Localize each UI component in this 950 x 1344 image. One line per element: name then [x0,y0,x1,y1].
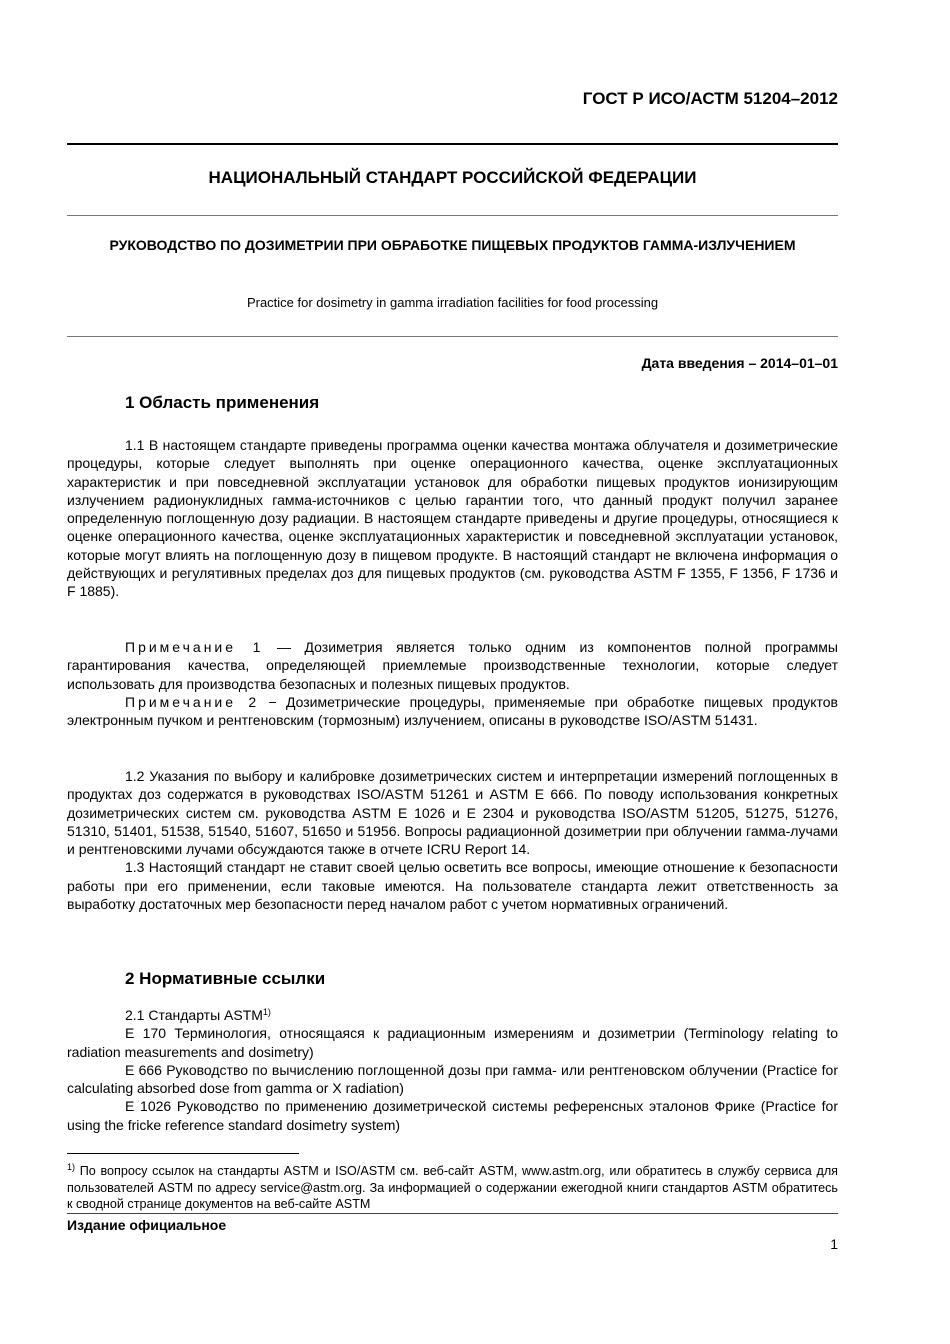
paragraph-text: 2.1 Стандарты ASTM [125,1007,263,1023]
note-label: Примечание 2 [125,693,260,710]
document-title-ru: РУКОВОДСТВО ПО ДОЗИМЕТРИИ ПРИ ОБРАБОТКЕ ПИЩЕВЫХ ПРОДУКТОВ ГАММА-ИЗЛУЧЕНИЕМ [109,237,796,253]
paragraph-text: 1.1 В настоящем стандарте приведены программа оценки качества монтажа облучателя и дозиметрические процедуры, которые следует выполнять при оценке операционного качества, оценке эксплуатационных характеристик и при повседневной эксплуатации установок для обработки пищевых продуктов ионизирующим излучением радионуклидных гамма-источников с целью гарантии того, что данный продукт получил заранее определенную поглощенную дозу радиации. В настоящем стандарте приведены и другие процедуры, относящиеся к оценке операционного качества, оценке эксплуатационных характеристик и повседневной эксплуатации установок, которые могут влиять на поглощенную дозу в пищевом продукте. В настоящий стандарт не включена информация о действующих и регулятивных пределах доз для пищевых продуктов (см. руководства ASTM F 1355, F 1356, F 1736 и F 1885). [67,437,838,600]
reference-e1026: E 1026 Руководство по применению дозиметрической системы референсных эталонов Фрике (Practice for using the fricke reference standard dosimetry system) [67,1098,838,1133]
document-page [67,0,838,1344]
footnote-text [67,1163,838,1213]
standard-code: ГОСТ Р ИСО/АСТМ 51204–2012 [582,89,838,108]
note-text: — Дозиметрия является только одним из компонентов полной программы гарантирования качества, определяющей приемлемые производственные технологии, которые следует использовать для производства безопасных и полезных пищевых продуктов. [67,639,838,692]
section-heading-scope: 1 Область применения [125,393,320,412]
national-standard-heading: НАЦИОНАЛЬНЫЙ СТАНДАРТ РОССИЙСКОЙ ФЕДЕРАЦИИ [208,168,697,187]
footnote-marker: 1) [67,1162,76,1172]
divider-rule [67,336,838,337]
footnote-ref: 1) [262,1007,271,1017]
footnote-body: По вопросу ссылок на стандарты ASTM и ISO/ASTM см. веб-сайт ASTM, www.astm.org, или обратитесь в службу сервиса для пользователей ASTM по адресу service@astm.org. За информацией о содержании ежегодной книги стандартов ASTM обратитесь к сводной странице документов на веб-сайте ASTM [67,1164,838,1211]
paragraph-2-1 [67,1006,838,1024]
document-title-en: Practice for dosimetry in gamma irradiation facilities for food processing [246,295,659,310]
reference-e170: E 170 Терминология, относящаяся к радиационным измерениям и дозиметрии (Terminology relating to radiation measurements and dosimetry) [67,1025,838,1060]
header-rule [67,143,838,145]
paragraph-1-2: 1.2 Указания по выбору и калибровке дозиметрических систем и интерпретации измерений поглощенных в продуктах доз содержатся в руководствах ISO/ASTM 51261 и ASTM E 666. По поводу использования конкретных дозиметрических систем см. руководства ASTM E 1026 и E 2304 и руководства ISO/ASTM 51205, 51275, 51276, 51310, 51401, 51538, 51540, 51607, 51650 и 51956. Вопросы радиационной дозиметрии при облучении гамма-лучами и рентгеновскими лучами обсуждаются также в отчете ICRU Report 14. [67,768,838,858]
footnote [67,1163,838,1213]
reference-e666: E 666 Руководство по вычислению поглощенной дозы при гамма- или рентгеновском облучении (Practice for calculating absorbed dose from gamma or X radiation) [67,1061,838,1097]
paragraph-1-3: 1.3 Настоящий стандарт не ставит своей целью осветить все вопросы, имеющие отношение к безопасности работы при его применении, если таковые имеются. На пользователе стандарта лежит ответственность за выработку достаточных мер безопасности перед началом работ с учетом нормативных ограничений. [67,859,838,913]
paragraph-1-1 [67,436,838,601]
note-2 [67,693,838,730]
references-block [67,1006,838,1134]
footnote-rule [67,1153,299,1154]
introduction-date: Дата введения – 2014–01–01 [641,355,838,371]
page-number: 1 [830,1236,838,1252]
notes-block [67,638,838,729]
note-text: − Дозиметрические процедуры, применяемые при обработке пищевых продуктов электронным пучком и рентгеновским (тормозным) излучением, описаны в руководстве ISO/ASTM 51431. [67,693,838,729]
note-1 [67,638,838,693]
note-label: Примечание 1 [125,639,264,655]
divider-rule [67,215,838,216]
official-edition-label: Издание официальное [67,1217,227,1233]
footer-rule [67,1213,838,1214]
section-heading-references: 2 Нормативные ссылки [125,969,326,988]
paragraphs-1-2-1-3 [67,767,838,913]
